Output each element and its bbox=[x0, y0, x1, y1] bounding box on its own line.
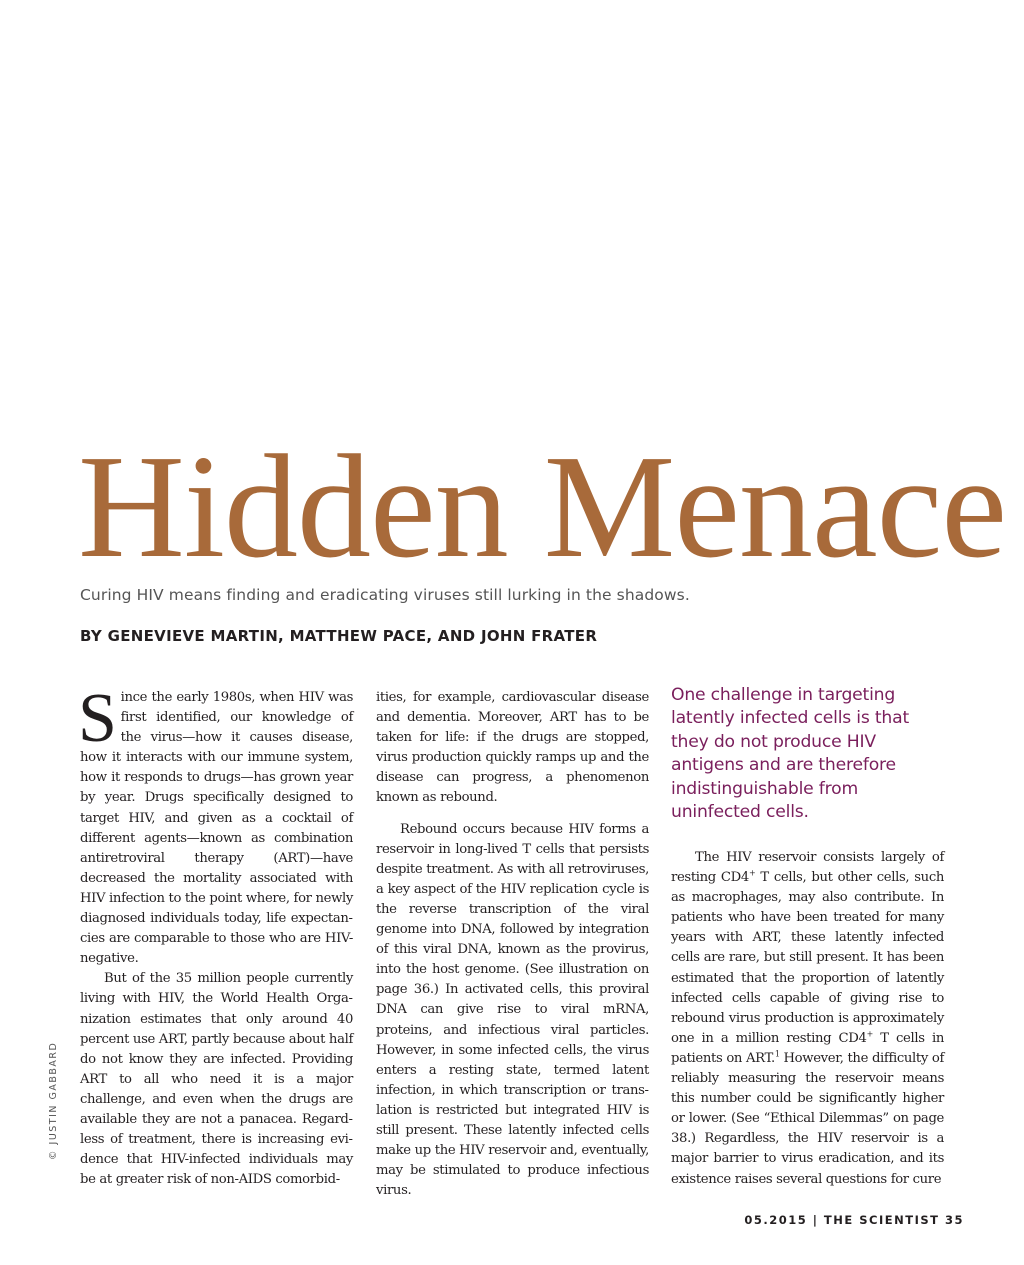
paragraph-text: ince the early 1980s, when HIV was first identified, our knowledge of the virus—how it causes disease, how it interacts with our immune system, how it responds to drugs—has grown year by year. Drugs specifically designed to target HIV, and given as a cocktail of different agents—known as combination antiretroviral therapy (ART)—have decreased the mortality associated with HIV infection to the point where, for newly diagnosed individuals today, life expectancies are comparable to those who are HIV-negative. bbox=[80, 690, 353, 967]
page-footer: 05.2015 | THE SCIENTIST 35 bbox=[744, 1213, 964, 1227]
article-subtitle: Curing HIV means finding and eradicating viruses still lurking in the shadows. bbox=[80, 586, 690, 604]
body-column-3 bbox=[671, 848, 944, 1190]
footnote-ref: 1 bbox=[774, 1049, 780, 1059]
paragraph: Rebound occurs because HIV forms a reservoir in long-lived T cells that persists despite treatment. As with all retroviruses, a key aspect of the HIV replication cycle is the reverse transcription of the viral genome into DNA, followed by integration of this viral DNA, known as the provirus, into the host genome. (See illustration on page 36.) In activated cells, this proviral DNA can give rise to viral mRNA, proteins, and infectious viral particles. However, in some infected cells, the virus enters a resting state, termed latent infection, in which transcription or translation is restricted but integrated HIV is still present. These latently infected cells make up the HIV reservoir and, eventually, may be stimulated to produce infectious virus. bbox=[376, 821, 649, 1199]
drop-cap: S bbox=[78, 680, 117, 757]
pull-quote: One challenge in targeting latently infected cells is that they do not produce HIV antigens and are therefore indistinguishable from uninfected cells. bbox=[671, 685, 909, 823]
article-title: Hidden Menace bbox=[78, 425, 1007, 589]
superscript: + bbox=[748, 868, 756, 878]
body-column-2 bbox=[376, 688, 649, 1201]
paragraph bbox=[78, 680, 353, 969]
paragraph: ities, for example, cardiovascular disease and dementia. Moreover, ART has to be taken for life: if the drugs are stopped, virus production quickly ramps up and the disease can progress, a phenomenon known as rebound. bbox=[376, 690, 649, 806]
paragraph bbox=[671, 848, 944, 1190]
paragraph-text: T cells, but other cells, such as macrophages, may also contribute. In patients who have been treated for many years with ART, these latently infected cells are rare, but still present. It has been estimated that the proportion of latently infected cells capable of giving rise to rebound virus production is approximately one in a million resting CD4 bbox=[671, 870, 944, 1046]
article-byline: BY GENEVIEVE MARTIN, MATTHEW PACE, AND JOHN FRATER bbox=[80, 627, 598, 645]
paragraph: But of the 35 million people currently living with HIV, the World Health Organization estimates that only around 40 percent use ART, partly because about half do not know they are infected. Providing ART to all who need it is a major challenge, and even when the drugs are available they are not a panacea. Regardless of treatment, there is increasing evidence that HIV-infected individuals may be at greater risk of non-AIDS comorbid- bbox=[80, 971, 353, 1188]
paragraph-text: T cells in patients on ART. bbox=[671, 1030, 944, 1066]
superscript: + bbox=[866, 1029, 873, 1039]
paragraph-text: The HIV reservoir consists largely of resting CD4 bbox=[671, 850, 944, 886]
body-column-1 bbox=[78, 680, 353, 1190]
photo-credit: © JUSTIN GABBARD bbox=[48, 1041, 59, 1160]
paragraph-text: However, the difficulty of reliably measuring the reservoir means this number could be significantly higher or lower. (See “Ethical Dilemmas” on page 38.) Regardless, the HIV reservoir is a major barrier to virus eradication, and its existence raises several questions for cure bbox=[671, 1050, 944, 1187]
